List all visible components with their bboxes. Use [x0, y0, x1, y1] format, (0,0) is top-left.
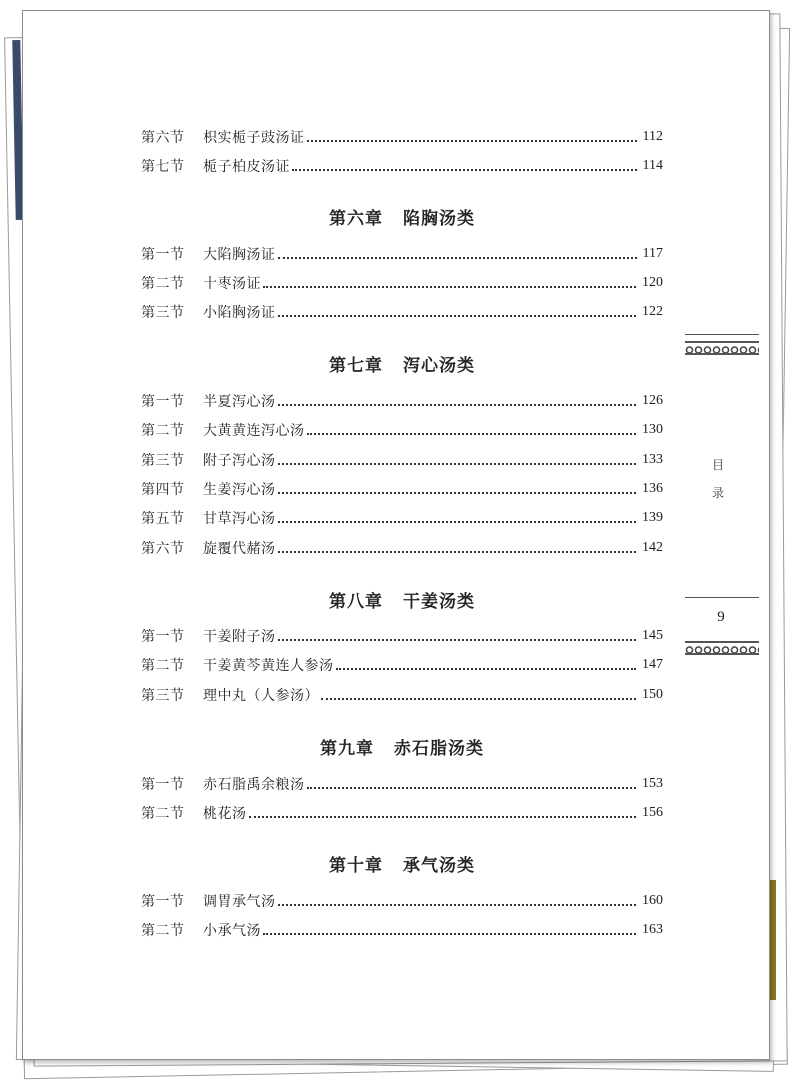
toc-entry[interactable]	[141, 301, 663, 323]
toc-entry[interactable]	[141, 272, 663, 294]
page-ref: 112	[642, 129, 663, 144]
dot-leader	[278, 537, 637, 553]
page-ref: 120	[642, 275, 663, 290]
page-ref: 153	[642, 776, 663, 791]
section-number: 第六节	[141, 541, 185, 557]
section-number: 第一节	[141, 629, 185, 645]
section-number: 第七节	[141, 159, 185, 175]
page-ref: 114	[642, 158, 663, 173]
page-ref: 147	[642, 657, 663, 672]
section-number: 第一节	[141, 394, 185, 410]
page-ref: 142	[642, 540, 663, 555]
chapter-name: 干姜汤类	[403, 592, 475, 612]
chapter-heading[interactable]	[141, 351, 663, 376]
page-ref: 163	[642, 922, 663, 937]
section-number: 第二节	[141, 923, 185, 939]
section-title: 大黄黄连泻心汤	[203, 423, 305, 439]
section-number: 第二节	[141, 276, 185, 292]
margin-rule	[685, 597, 759, 598]
section-number: 第二节	[141, 658, 185, 674]
page-ref: 117	[642, 246, 663, 261]
document-page	[22, 10, 770, 1060]
margin-rule	[685, 334, 759, 335]
dot-leader	[278, 478, 637, 494]
dot-leader	[336, 654, 637, 670]
page-number: 9	[717, 609, 725, 625]
section-number: 第六节	[141, 130, 185, 146]
toc-entry[interactable]	[141, 654, 663, 676]
page-ref: 136	[642, 481, 663, 496]
page-ref: 156	[642, 805, 663, 820]
toc-entry[interactable]	[141, 419, 663, 441]
chapter-name: 泻心汤类	[403, 356, 475, 376]
page-ref: 130	[642, 422, 663, 437]
toc-entry[interactable]	[141, 890, 663, 912]
chapter-number: 第十章	[329, 856, 383, 876]
section-number: 第三节	[141, 688, 185, 704]
dot-leader	[249, 802, 637, 818]
section-title: 小承气汤	[203, 923, 261, 939]
dot-leader	[292, 155, 637, 171]
section-number: 第四节	[141, 482, 185, 498]
dot-leader	[278, 625, 637, 641]
section-title: 大陷胸汤证	[203, 247, 276, 263]
section-title: 枳实栀子豉汤证	[203, 130, 305, 146]
toc-entry[interactable]	[141, 243, 663, 265]
table-of-contents	[23, 11, 769, 1059]
section-title: 半夏泻心汤	[203, 394, 276, 410]
toc-entry[interactable]	[141, 155, 663, 177]
section-number: 第三节	[141, 305, 185, 321]
section-title: 干姜黄芩黄连人参汤	[203, 658, 334, 674]
dot-leader	[278, 507, 637, 523]
toc-entry[interactable]	[141, 537, 663, 559]
page-ref: 150	[642, 687, 663, 702]
page-ref: 126	[642, 393, 663, 408]
dot-leader	[278, 390, 637, 406]
section-number: 第一节	[141, 894, 185, 910]
section-number: 第三节	[141, 453, 185, 469]
section-number: 第二节	[141, 806, 185, 822]
section-title: 桃花汤	[203, 806, 247, 822]
chapter-name: 赤石脂汤类	[394, 739, 484, 759]
dot-leader	[321, 684, 636, 700]
dot-leader	[263, 919, 636, 935]
toc-entry[interactable]	[141, 684, 663, 706]
dot-leader	[307, 126, 637, 142]
dot-leader	[278, 449, 637, 465]
section-title: 干姜附子汤	[203, 629, 276, 645]
section-title: 旋覆代赭汤	[203, 541, 276, 557]
section-title: 赤石脂禹余粮汤	[203, 777, 305, 793]
dot-leader	[307, 419, 637, 435]
section-title: 甘草泻心汤	[203, 511, 276, 527]
section-title: 调胃承气汤	[203, 894, 276, 910]
page-ref: 145	[642, 628, 663, 643]
section-title: 生姜泻心汤	[203, 482, 276, 498]
toc-entry[interactable]	[141, 478, 663, 500]
toc-entry[interactable]	[141, 507, 663, 529]
page-ref: 160	[642, 893, 663, 908]
toc-entry[interactable]	[141, 802, 663, 824]
toc-entry[interactable]	[141, 773, 663, 795]
dot-leader	[278, 301, 637, 317]
section-number: 第二节	[141, 423, 185, 439]
section-title: 栀子柏皮汤证	[203, 159, 290, 175]
chapter-number: 第七章	[329, 356, 383, 376]
dot-leader	[278, 890, 637, 906]
section-title: 理中丸（人参汤）	[203, 688, 319, 704]
page-ref: 133	[642, 452, 663, 467]
page-ref: 122	[642, 304, 663, 319]
chapter-heading[interactable]	[141, 587, 663, 612]
decorative-border-ornament	[685, 341, 759, 355]
dot-leader	[307, 773, 637, 789]
section-number: 第一节	[141, 247, 185, 263]
toc-entry[interactable]	[141, 390, 663, 412]
dot-leader	[263, 272, 636, 288]
dot-leader	[278, 243, 637, 259]
chapter-number: 第六章	[329, 209, 383, 229]
section-title: 小陷胸汤证	[203, 305, 276, 321]
section-number: 第五节	[141, 511, 185, 527]
toc-entry[interactable]	[141, 449, 663, 471]
chapter-heading[interactable]	[141, 204, 663, 229]
chapter-number: 第八章	[329, 592, 383, 612]
section-number: 第一节	[141, 777, 185, 793]
chapter-heading[interactable]	[141, 851, 663, 876]
toc-entry[interactable]	[141, 126, 663, 148]
running-header-mu: 目	[711, 458, 724, 472]
chapter-number: 第九章	[320, 739, 374, 759]
page-ref: 139	[642, 510, 663, 525]
running-header-lu: 录	[711, 486, 724, 500]
toc-entry[interactable]	[141, 625, 663, 647]
toc-entry[interactable]	[141, 919, 663, 941]
chapter-name: 陷胸汤类	[403, 209, 475, 229]
chapter-name: 承气汤类	[403, 856, 475, 876]
decorative-border-ornament	[685, 641, 759, 655]
section-title: 十枣汤证	[203, 276, 261, 292]
chapter-heading[interactable]	[141, 734, 663, 759]
section-title: 附子泻心汤	[203, 453, 276, 469]
